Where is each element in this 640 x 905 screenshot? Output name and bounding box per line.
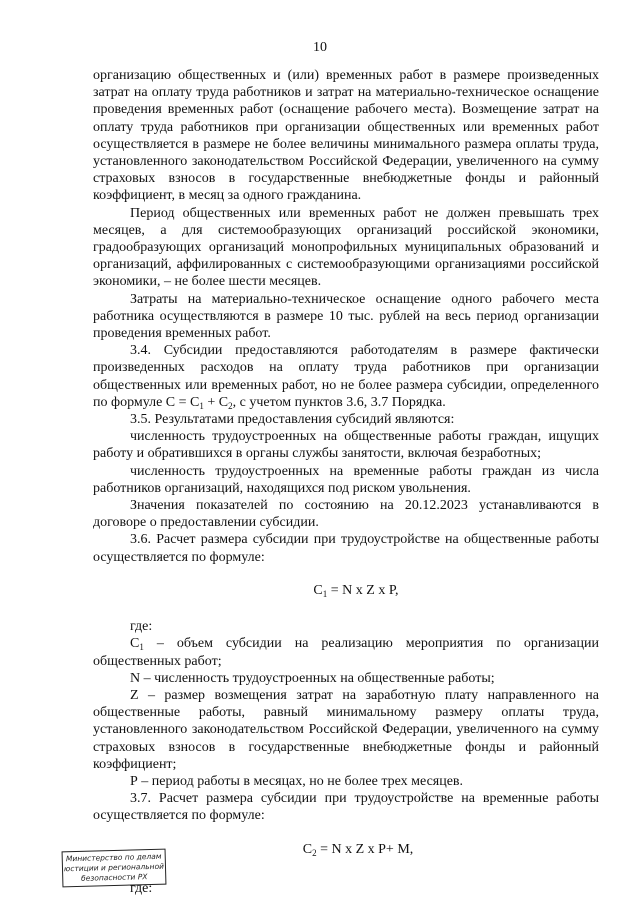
paragraph-3-4-text: + С	[203, 394, 229, 410]
subscript: 1	[199, 400, 204, 411]
definition-z: Z – размер возмещения затрат на заработную плату направленного на общественные работы, равный минимальному размеру оплаты труда, установленного законодательством Российской Федерации, увеличенного на сумму страховых взносов в государственные внебюджетные фонды и районный коэффициент;	[93, 687, 599, 772]
subscript: 1	[139, 642, 144, 653]
paragraph-3-4	[93, 342, 599, 411]
ministry-stamp	[62, 849, 167, 888]
paragraph-3-6: 3.6. Расчет размера субсидии при трудоустройстве на общественные работы осуществляется по формуле:	[93, 532, 599, 565]
result-item-temporary-works: численность трудоустроенных на временные работы граждан из числа работников организаций, находящихся под риском увольнения.	[93, 463, 599, 496]
formula-expression: = N x Z x P,	[327, 582, 399, 598]
stamp-line: Министерство по делам	[65, 851, 162, 864]
stamp-line: безопасности РХ	[80, 872, 148, 883]
paragraph-3-5: 3.5. Результатами предоставления субсидий являются:	[130, 412, 455, 428]
formula-symbol: С	[313, 582, 323, 598]
result-item-public-works: численность трудоустроенных на общественные работы граждан, ищущих работу и обратившихся в органы службы занятости, включая безработных;	[93, 429, 599, 462]
subscript: 2	[228, 400, 233, 411]
page-number: 10	[313, 40, 327, 55]
definition-c1	[93, 635, 599, 669]
document-body	[93, 67, 599, 897]
definition-n: N – численность трудоустроенных на общественные работы;	[130, 670, 495, 686]
formula-c1	[93, 566, 599, 618]
where-label: где:	[130, 619, 153, 635]
paragraph-equipment-costs: Затраты на материально-техническое оснащение одного рабочего места работника осуществляются в размере 10 тыс. рублей на весь период организации проведения временных работ.	[93, 291, 599, 342]
stamp-line: юстиции и региональной	[63, 861, 165, 874]
formula-c2	[93, 825, 599, 880]
paragraph-indicator-values: Значения показателей по состоянию на 20.12.2023 устанавливаются в договоре о предоставлении субсидии.	[93, 498, 599, 531]
definition-text: – объем субсидии на реализацию мероприятия по организации общественных работ;	[93, 636, 599, 669]
paragraph-continuation: организацию общественных и (или) временных работ в размере произведенных затрат на оплату труда работников и затрат на материально-техническое оснащение проведения временных работ (оснащение рабочего места). Возмещение затрат на оплату труда работников при организации общественных или временных работ осуществляется в размере не более величины минимального размера оплаты труда, установленного законодательством Российской Федерации, увеличенного на сумму страховых взносов в государственные внебюджетные фонды и районный коэффициент, в месяц за одного гражданина.	[93, 68, 599, 204]
paragraph-3-4-text: 3.4. Субсидии предоставляются работодателям в размере фактически произведенных расходов на оплату труда работников при организации общественных или временных работ, но не более размера субсидии, определенного по формуле С = С	[93, 343, 599, 410]
formula-symbol: С	[302, 841, 313, 857]
paragraph-work-period: Период общественных или временных работ не должен превышать трех месяцев, а для системообразующих организаций российской экономики, градообразующих организаций монопрофильных муниципальных образований и организаций, аффилированных с системообразующими организациями российской экономики, – не более шести месяцев.	[93, 205, 599, 290]
formula-symbol: С	[130, 636, 140, 652]
definition-p: Р – период работы в месяцах, но не более трех месяцев.	[130, 773, 464, 789]
subscript: 1	[322, 588, 328, 599]
where-label: где:	[130, 880, 153, 896]
paragraph-3-7: 3.7. Расчет размера субсидии при трудоустройстве на временные работы осуществляется по формуле:	[93, 791, 599, 824]
paragraph-3-4-text: , с учетом пунктов 3.6, 3.7 Порядка.	[232, 394, 446, 410]
subscript: 2	[312, 847, 317, 858]
formula-expression: = N x Z x P+ M,	[316, 841, 414, 857]
